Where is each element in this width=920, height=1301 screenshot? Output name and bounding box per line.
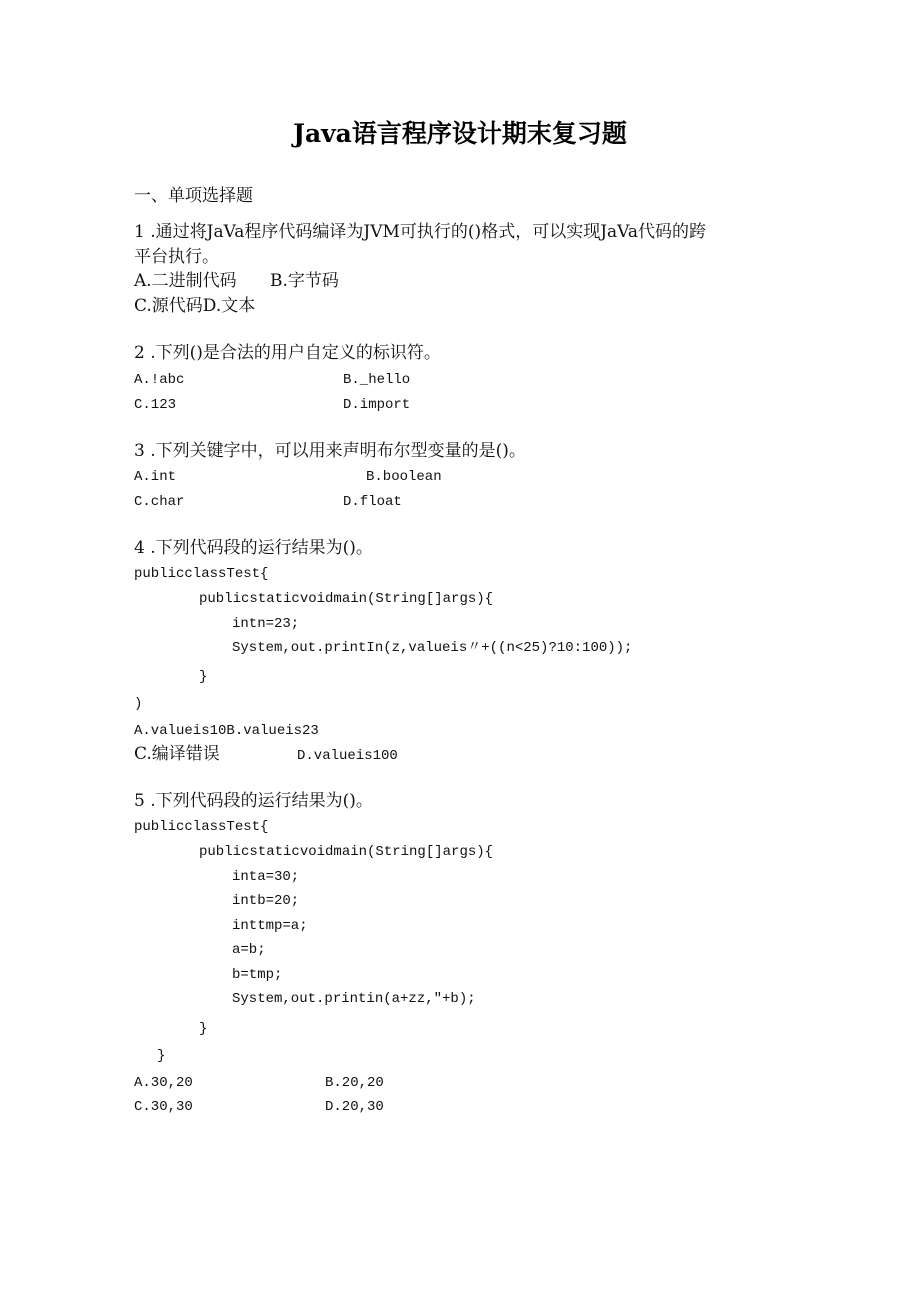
section-heading: 一、单项选择题 xyxy=(134,186,253,206)
q5-code-line: inttmp=a; xyxy=(232,918,308,934)
q3-stem: 3 .下列关键字中，可以用来声明布尔型变量的是()。 xyxy=(134,441,526,461)
q4-code-line: intn=23; xyxy=(232,616,300,632)
q2-option-a: A.!abc xyxy=(134,372,185,388)
q5-code-line: intb=20; xyxy=(232,893,300,909)
q4-code-line: publicclassTest{ xyxy=(134,566,269,582)
q5-option-a: A.30,20 xyxy=(134,1075,193,1091)
q5-option-c: C.30,30 xyxy=(134,1099,193,1115)
q2-stem: 2 .下列()是合法的用户自定义的标识符。 xyxy=(134,343,441,363)
document-title: Java语言程序设计期末复习题 xyxy=(293,119,627,148)
q2-option-c: C.123 xyxy=(134,397,177,413)
q5-code-line: b=tmp; xyxy=(232,967,283,983)
q3-option-c: C.char xyxy=(134,494,185,510)
q3-option-a: A.int xyxy=(134,469,177,485)
q5-code-line: publicclassTest{ xyxy=(134,819,269,835)
q1-stem-line2: 平台执行。 xyxy=(134,247,219,267)
q4-code-line: System,out.printIn(z,valueis〃+((n<25)?10:100)); xyxy=(232,640,633,656)
q5-option-b: B.20,20 xyxy=(325,1075,384,1091)
q3-option-d: D.float xyxy=(343,494,402,510)
q3-option-b: B.boolean xyxy=(366,469,442,485)
q1-option-cd: C.源代码D.文本 xyxy=(134,296,256,316)
q4-code-line: ) xyxy=(134,696,143,712)
q4-code-line: } xyxy=(199,669,208,685)
q1-option-b: B.字节码 xyxy=(270,271,339,291)
q1-stem-line1: 1 .通过将JaVa程序代码编译为JVM可执行的()格式，可以实现JaVa代码的跨 xyxy=(134,222,706,242)
q5-code-line: System,out.printin(a+zz,"+b); xyxy=(232,991,476,1007)
q5-code-line: inta=30; xyxy=(232,869,300,885)
q5-code-line: a=b; xyxy=(232,942,266,958)
q4-option-c: C.编译错误 xyxy=(134,744,220,764)
q5-code-line: } xyxy=(157,1048,166,1064)
q2-option-d: D.import xyxy=(343,397,411,413)
q4-stem: 4 .下列代码段的运行结果为()。 xyxy=(134,538,373,558)
q1-option-a: A.二进制代码 xyxy=(134,271,237,291)
q4-option-d: D.valueis100 xyxy=(297,748,398,764)
q4-option-ab: A.valueis10B.valueis23 xyxy=(134,723,319,739)
q2-option-b: B._hello xyxy=(343,372,411,388)
q5-code-line: } xyxy=(199,1021,208,1037)
q5-stem: 5 .下列代码段的运行结果为()。 xyxy=(134,791,373,811)
q5-code-line: publicstaticvoidmain(String[]args){ xyxy=(199,844,494,860)
q5-option-d: D.20,30 xyxy=(325,1099,384,1115)
q4-code-line: publicstaticvoidmain(String[]args){ xyxy=(199,591,494,607)
